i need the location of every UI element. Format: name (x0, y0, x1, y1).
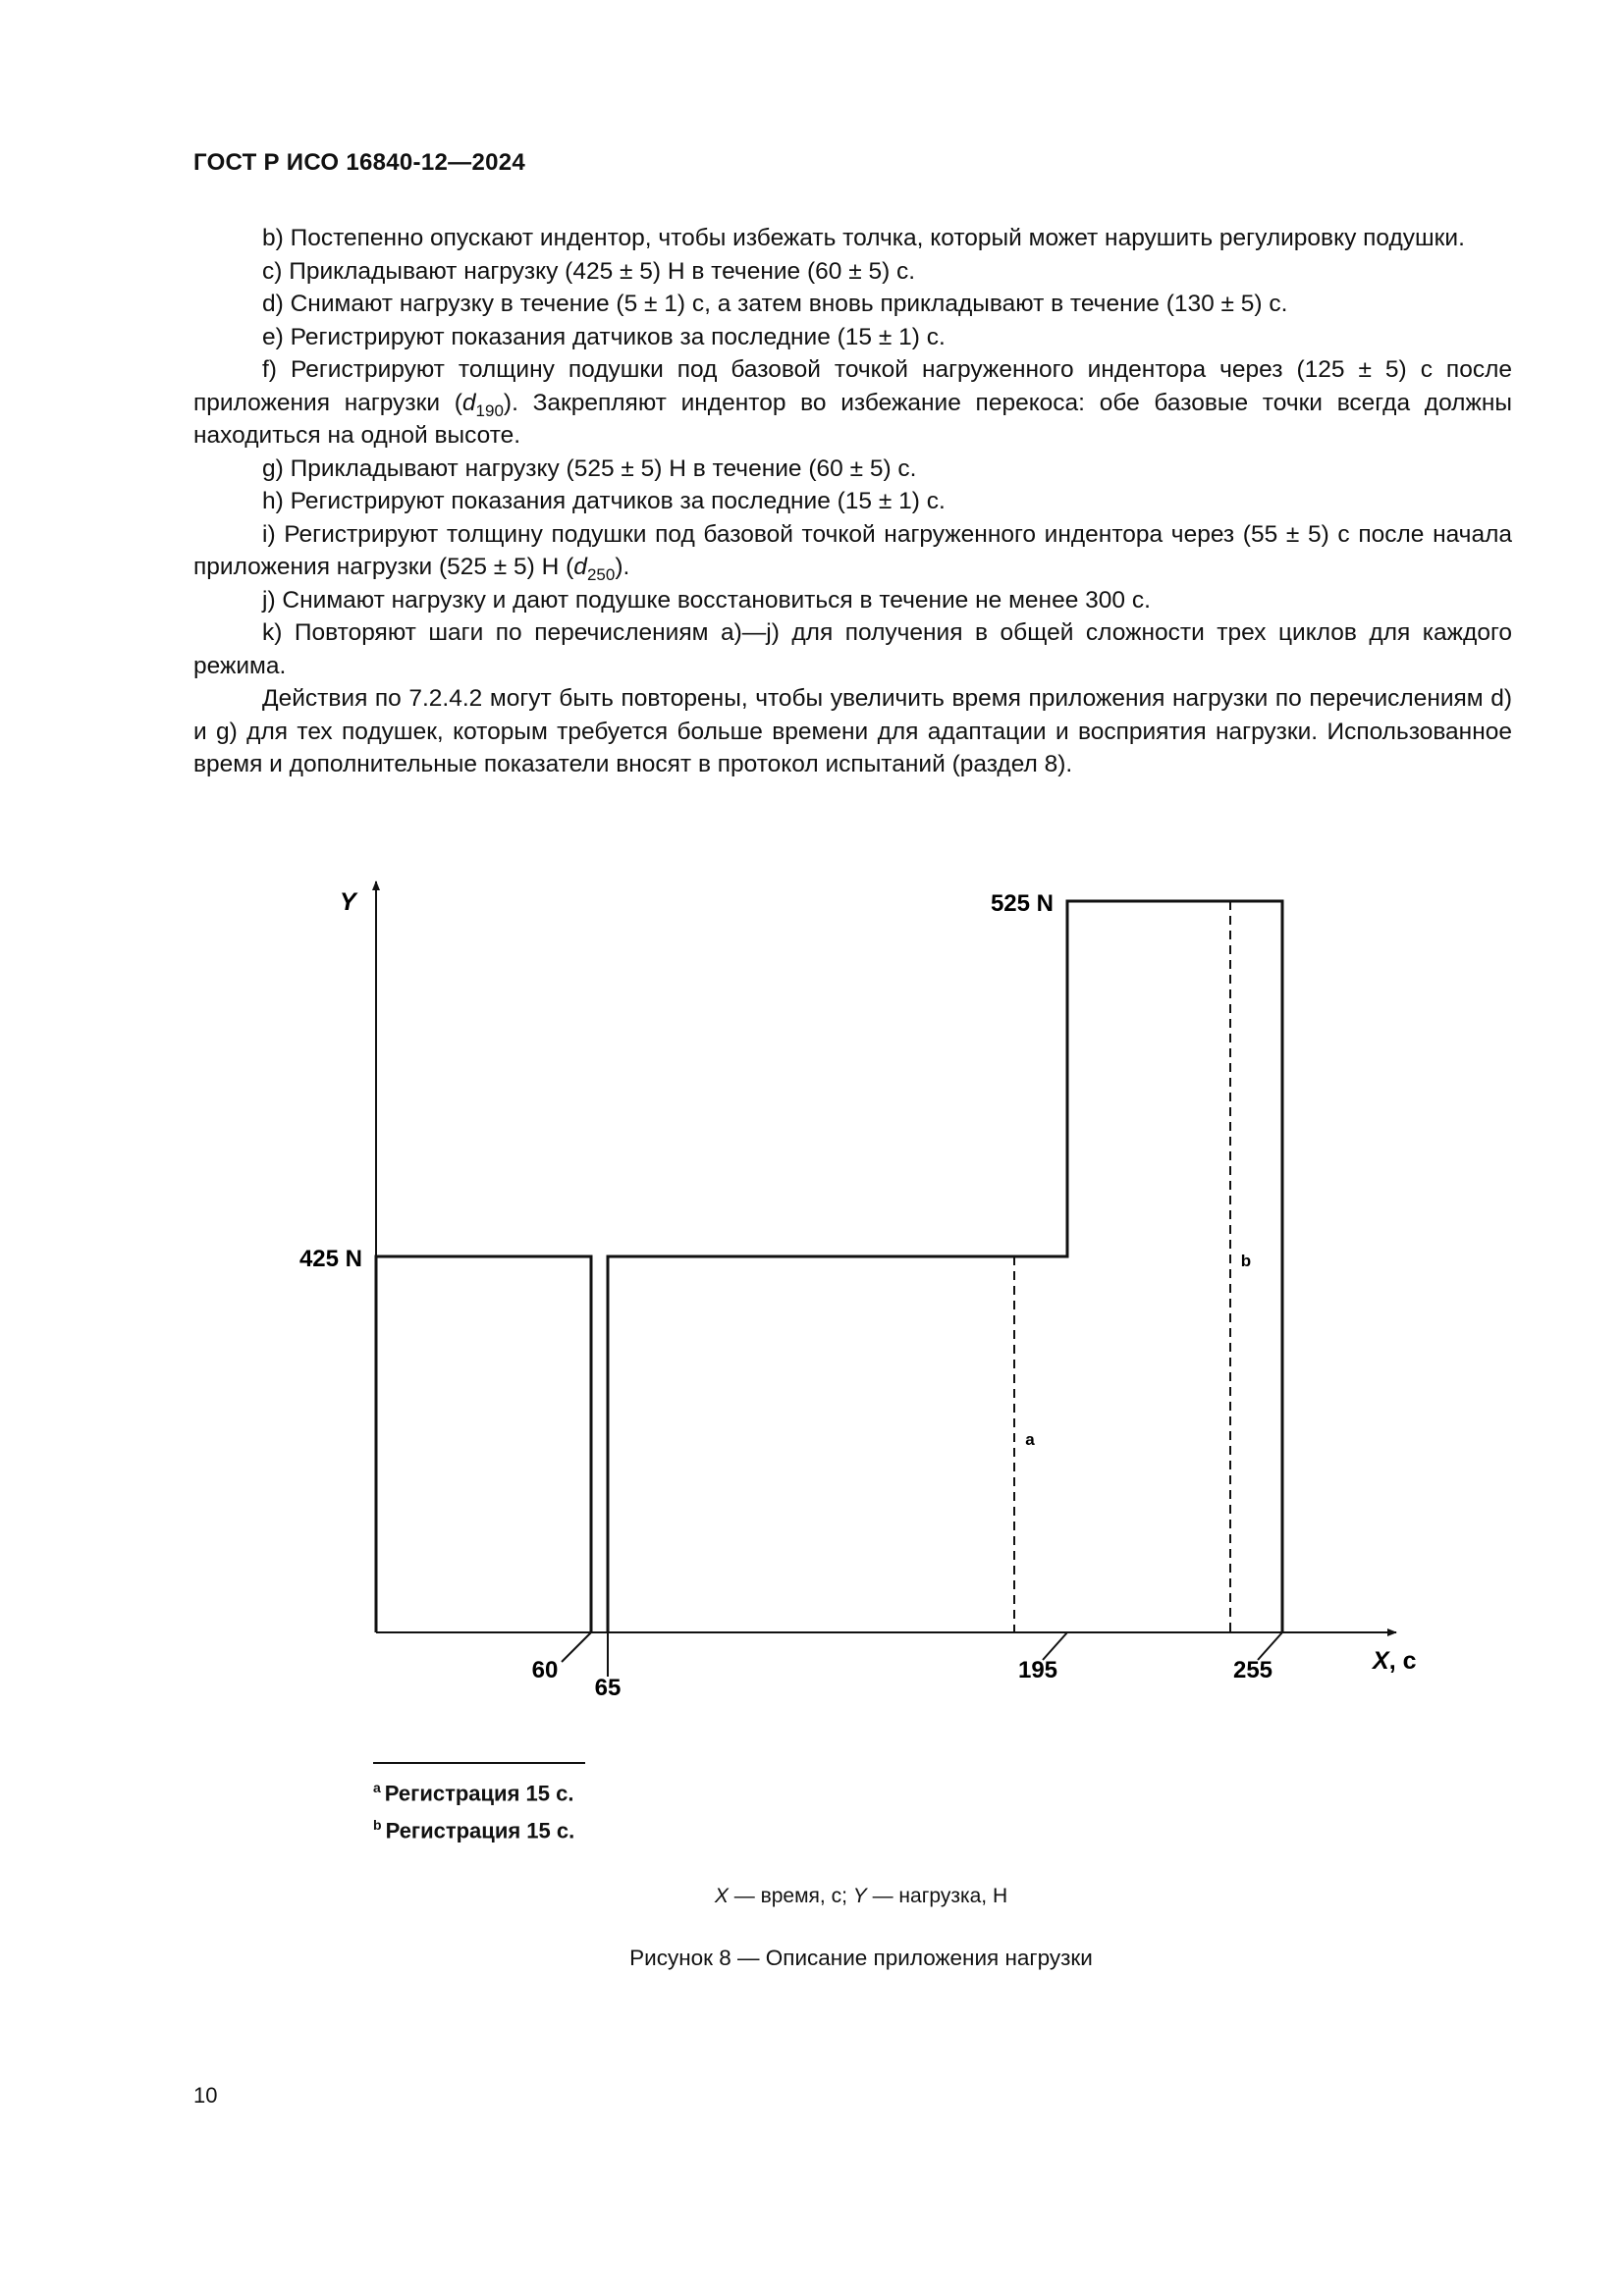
paragraph-h: h) Регистрируют показания датчиков за последние (15 ± 1) с. (262, 488, 946, 514)
y-tick-425: 425 N (298, 1246, 362, 1272)
x-tick-255-leader (1258, 1632, 1282, 1660)
paragraph-b: b) Постепенно опускают индентор, чтобы избежать толчка, который может нарушить регулировку подушки. (262, 225, 1465, 251)
footnote-a: $^a$ Регистрация 15 с. (373, 1780, 574, 1806)
paragraph-d: d) Снимают нагрузку в течение (5 ± 1) с, а затем вновь прикладывают в течение (130 ± 5) с. (262, 291, 1288, 317)
load-segment-2 (608, 901, 1282, 1632)
paragraph-g: g) Прикладывают нагрузку (525 ± 5) Н в течение (60 ± 5) с. (262, 454, 917, 482)
x-tick-255-label: 255 (1232, 1657, 1273, 1683)
paragraph-k: k) Повторяют шаги по перечислениям a)—j) для получения в общей сложности трех циклов для каждого режима. (193, 619, 1512, 679)
x-tick-60-label: 60 (531, 1657, 559, 1683)
load-segment-1 (376, 1256, 591, 1632)
annotation-a-label: a (1025, 1430, 1035, 1449)
paragraph-f: f) Регистрируют толщину подушки под базовой точкой нагруженного индентора через (125 ± 5) с после приложения нагрузки $(d_{190})$. Закрепляют индентор во избежание перекоса: обе базовые точки всегда должны находиться на одной высоте. (193, 356, 1512, 449)
paragraph-j: j) Снимают нагрузку и дают подушке восстановиться в течение не менее 300 с. (262, 586, 1151, 614)
figure-legend: X — время, с; Y — нагрузка, Н (714, 1885, 1008, 1907)
page-number: 10 (193, 2083, 218, 2108)
footnotes (373, 1762, 585, 1854)
x-tick-195-leader (1043, 1632, 1067, 1660)
paragraph-c: c) Прикладывают нагрузку (425 ± 5) Н в течение (60 ± 5) с. (262, 257, 916, 285)
y-tick-525: 525 N (990, 890, 1054, 917)
x-axis-label: X, с (1373, 1647, 1417, 1675)
figure-caption: Рисунок 8 — Описание приложения нагрузки (629, 1946, 1093, 1970)
paragraph-i: i) Регистрируют толщину подушки под базовой точкой нагруженного индентора через (55 ± 5) с после начала приложения нагрузки (525 ± 5) Н $(d_{250})$. (193, 520, 1512, 584)
x-tick-65-label: 65 (594, 1675, 622, 1701)
x-tick-60-leader (562, 1632, 591, 1662)
y-axis-label: Y (340, 888, 356, 916)
annotation-b-label: b (1240, 1252, 1252, 1270)
footnote-rule (373, 1762, 585, 1764)
document-header: ГОСТ Р ИСО 16840-12—2024 (193, 149, 526, 176)
footnote-b: $^b$ Регистрация 15 с. (373, 1817, 575, 1843)
x-tick-195-label: 195 (1017, 1657, 1058, 1683)
paragraph-note: Действия по 7.2.4.2 могут быть повторены, чтобы увеличить время приложения нагрузки по перечислениям d) и g) для тех подушек, которым требуется больше времени для адаптации и восприятия нагрузки. Использованное время и дополнительные показатели вносят в протокол испытаний (раздел 8). (193, 685, 1512, 777)
paragraph-e: e) Регистрируют показания датчиков за последние (15 ± 1) с. (262, 323, 946, 350)
